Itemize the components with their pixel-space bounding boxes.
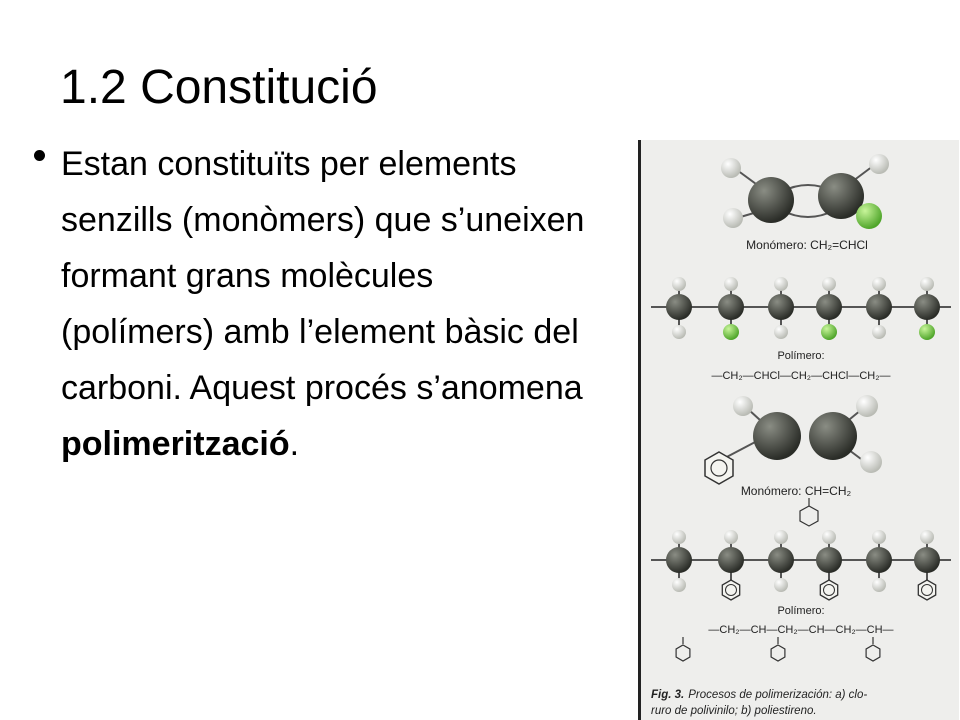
- polymer2-ring-icons: [676, 637, 880, 661]
- hydrogen-atom: [920, 277, 934, 291]
- hydrogen-atom: [774, 530, 788, 544]
- bullet-item: [34, 136, 594, 472]
- figure-drawing: [641, 140, 959, 720]
- carbon-atom: [809, 412, 857, 460]
- vinyl-chloride-monomer: [721, 154, 889, 229]
- hydrogen-atom: [774, 578, 788, 592]
- benzene-ring-icon: [820, 580, 837, 600]
- carbon-atom: [866, 547, 892, 573]
- monomer2-ring-icon: [800, 498, 818, 526]
- bullet-text-bold: polimerització: [61, 425, 290, 463]
- monomer2-label: Monómero: CH=CH₂: [740, 484, 852, 498]
- chlorine-atom: [821, 324, 837, 340]
- hydrogen-atom: [672, 578, 686, 592]
- chlorine-atom: [723, 324, 739, 340]
- figure-caption-line2: ruro de polivinilo; b) poliestireno.: [651, 705, 817, 717]
- hydrogen-atom: [869, 154, 889, 174]
- hydrogen-atom: [724, 277, 738, 291]
- caption-text-1: Procesos de polimerización: a) clo-: [688, 689, 868, 701]
- carbon-atom: [914, 294, 940, 320]
- hydrogen-atom: [723, 208, 743, 228]
- slide-title: 1.2 Constitució: [60, 61, 378, 114]
- hydrogen-atom: [672, 325, 686, 339]
- hydrogen-atom: [822, 530, 836, 544]
- polymer2-chain: —CH₂—CH—CH₂—CH—CH₂—CH—: [708, 624, 894, 636]
- caption-fig-number: Fig. 3.: [651, 689, 685, 701]
- benzene-ring-icon: [771, 645, 785, 661]
- benzene-ring-icon: [722, 580, 739, 600]
- carbon-atom: [768, 547, 794, 573]
- carbon-atom: [666, 294, 692, 320]
- chlorine-atom: [919, 324, 935, 340]
- hydrogen-atom: [872, 325, 886, 339]
- hydrogen-atom: [860, 451, 882, 473]
- bullet-text: [61, 136, 594, 472]
- carbon-atom: [816, 294, 842, 320]
- polymer2-heading: Polímero:: [777, 605, 825, 617]
- benzene-ring-icon: [918, 580, 935, 600]
- polymer1-chain: —CH₂—CHCl—CH₂—CHCl—CH₂—: [711, 370, 891, 382]
- bullet-text-end: .: [289, 425, 300, 463]
- bullet-text-main: Estan constituïts per elements senzills (monòmers) que s’uneixen formant grans molècules (polímers) amb l’element bàsic del carboni. Aquest procés s’anomena: [61, 145, 585, 407]
- styrene-monomer: [705, 395, 882, 484]
- bullet-dot: [34, 150, 45, 161]
- hydrogen-atom: [920, 530, 934, 544]
- hydrogen-atom: [822, 277, 836, 291]
- hydrogen-atom: [872, 530, 886, 544]
- hydrogen-atom: [733, 396, 753, 416]
- polymer1-heading: Polímero:: [777, 350, 825, 362]
- carbon-atom: [753, 412, 801, 460]
- benzene-ring-icon: [676, 645, 690, 661]
- hydrogen-atom: [856, 395, 878, 417]
- carbon-atom: [718, 294, 744, 320]
- hydrogen-atom: [721, 158, 741, 178]
- hydrogen-atom: [872, 578, 886, 592]
- hydrogen-atom: [774, 277, 788, 291]
- hydrogen-atom: [724, 530, 738, 544]
- carbon-atom: [816, 547, 842, 573]
- benzene-ring-icon: [705, 452, 733, 484]
- carbon-atom: [866, 294, 892, 320]
- carbon-atom: [768, 294, 794, 320]
- carbon-atom: [914, 547, 940, 573]
- benzene-ring-icon: [866, 645, 880, 661]
- carbon-atom: [748, 177, 794, 223]
- polystyrene-chain-model: [651, 530, 951, 600]
- carbon-atom: [666, 547, 692, 573]
- hydrogen-atom: [872, 277, 886, 291]
- monomer1-label: Monómero: CH₂=CHCl: [746, 238, 868, 252]
- chlorine-atom: [856, 203, 882, 229]
- figure-caption-line1: [651, 689, 867, 701]
- hydrogen-atom: [774, 325, 788, 339]
- hydrogen-atom: [672, 277, 686, 291]
- hydrogen-atom: [672, 530, 686, 544]
- polymerization-figure: [638, 140, 959, 720]
- carbon-atom: [718, 547, 744, 573]
- pvc-chain-model: [651, 277, 951, 340]
